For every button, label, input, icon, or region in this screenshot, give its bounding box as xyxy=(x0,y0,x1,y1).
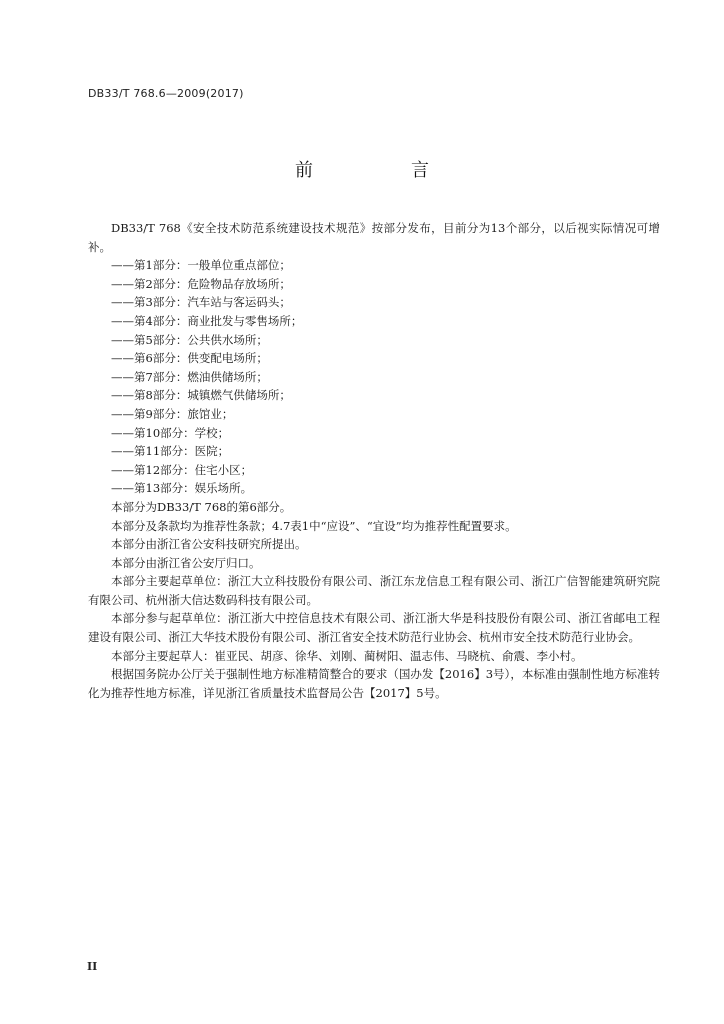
participating-drafters-paragraph: 本部分参与起草单位：浙江浙大中控信息技术有限公司、浙江浙大华是科技股份有限公司、浙江省邮电工程建设有限公司、浙江大华技术股份有限公司、浙江省安全技术防范行业协会、杭州市安全技术防范行业协会。 xyxy=(88,611,660,645)
conversion-paragraph: 根据国务院办公厅关于强制性地方标准精简整合的要求（国办发【2016】3号），本标准由强制性地方标准转化为推荐性地方标准，详见浙江省质量技术监督局公告【2017】5号。 xyxy=(88,667,660,700)
list-item: ——第2部分：危险物品存放场所； xyxy=(111,276,291,291)
list-item: ——第9部分：旅馆业； xyxy=(111,406,234,421)
clauses-paragraph: 本部分及条款均为推荐性条款；4.7表1中“应设”、“宜设”均为推荐性配置要求。 xyxy=(111,518,517,533)
list-item: ——第8部分：城镇燃气供储场所； xyxy=(111,388,291,403)
part-statement-paragraph: 本部分为DB33/T 768的第6部分。 xyxy=(111,499,292,514)
list-item: ——第13部分：娱乐场所。 xyxy=(111,481,253,496)
standard-number-header: DB33/T 768.6—2009(2017) xyxy=(88,87,244,100)
list-item: ——第6部分：供变配电场所； xyxy=(111,351,268,366)
list-item: ——第12部分：住宅小区； xyxy=(111,462,253,477)
intro-paragraph: DB33/T 768《安全技术防范系统建设技术规范》按部分发布，目前分为13个部分，以后视实际情况可增补。 xyxy=(88,221,660,254)
drafting-persons-paragraph: 本部分主要起草人：崔亚民、胡彦、徐华、刘刚、蔺树阳、温志伟、马晓杭、俞震、李小村。 xyxy=(111,648,583,663)
list-item: ——第1部分：一般单位重点部位； xyxy=(111,258,291,273)
list-item: ——第11部分：医院； xyxy=(111,444,230,459)
managed-by-paragraph: 本部分由浙江省公安厅归口。 xyxy=(111,555,261,570)
list-item: ——第4部分：商业批发与零售场所； xyxy=(111,313,303,328)
page-title: 前 言 xyxy=(295,160,469,181)
list-item: ——第10部分：学校； xyxy=(111,425,230,440)
list-item: ——第3部分：汽车站与客运码头； xyxy=(111,295,291,310)
proposed-by-paragraph: 本部分由浙江省公安科技研究所提出。 xyxy=(111,537,307,552)
list-item: ——第7部分：燃油供储场所； xyxy=(111,369,268,384)
foreword-body xyxy=(88,219,660,702)
list-item: ——第5部分：公共供水场所； xyxy=(111,332,268,347)
page-number: II xyxy=(87,960,98,973)
main-drafters-paragraph: 本部分主要起草单位：浙江大立科技股份有限公司、浙江东龙信息工程有限公司、浙江广信智能建筑研究院有限公司、杭州浙大信达数码科技有限公司。 xyxy=(88,574,660,607)
